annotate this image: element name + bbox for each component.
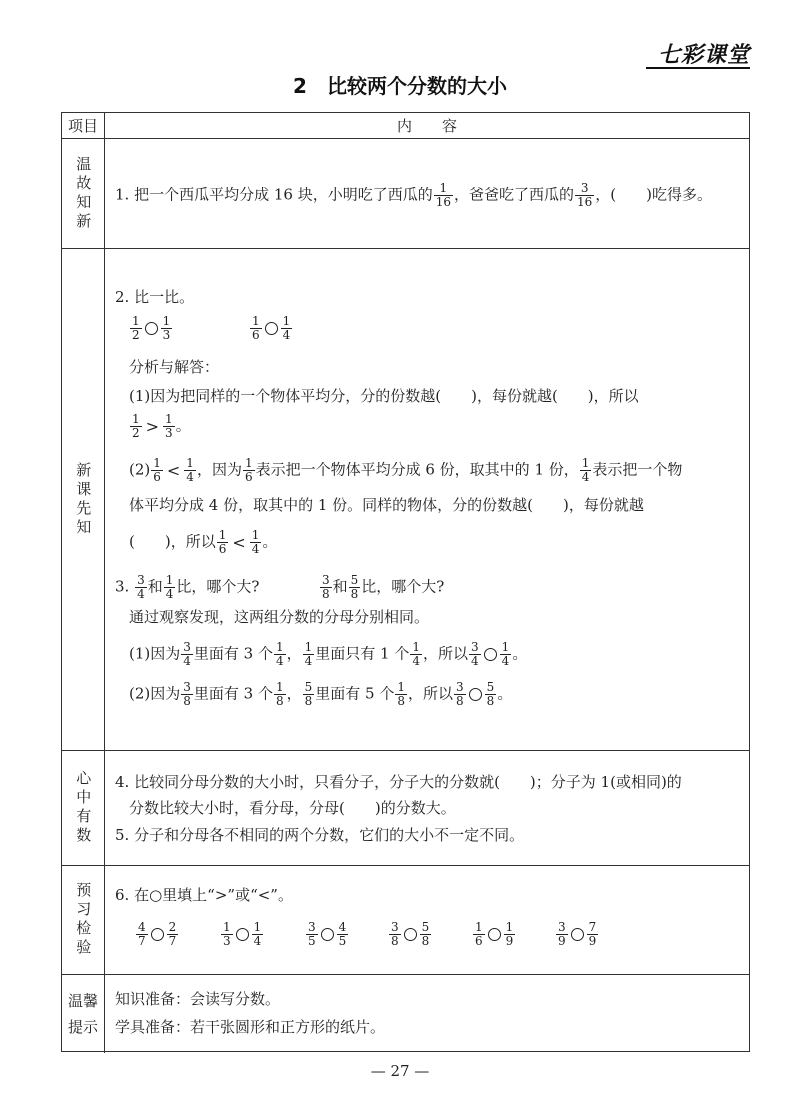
denominator: 3 (165, 426, 173, 440)
fraction (395, 681, 407, 708)
denominator: 2 (132, 426, 140, 440)
denominator: 8 (322, 587, 330, 601)
denominator: 8 (275, 694, 284, 708)
numerator: 1 (581, 456, 590, 470)
numerator: 5 (486, 680, 495, 694)
fraction (163, 413, 175, 440)
tips-line-2: 学具准备：若干张圆形和正方形的纸片。 (115, 1018, 386, 1036)
denominator: 5 (338, 934, 347, 948)
denominator: 4 (137, 587, 145, 601)
observation: 通过观察发现，这两组分数的分母分别相同。 (129, 608, 430, 626)
numerator: 3 (322, 573, 330, 587)
answer-circle[interactable] (265, 322, 278, 335)
fraction (337, 921, 349, 948)
denominator: 4 (304, 654, 313, 668)
numerator: 3 (183, 640, 191, 654)
compare-pair (129, 315, 173, 342)
denominator: 9 (558, 934, 566, 948)
denominator: 4 (471, 654, 479, 668)
numerator: 4 (138, 920, 146, 934)
question-6: 6. 在○里填上“>”或“<”。 (115, 886, 293, 904)
compare-pair (135, 921, 179, 948)
answer-circle[interactable] (236, 928, 249, 941)
fraction (587, 921, 599, 948)
numerator: 5 (350, 573, 359, 587)
section-new (62, 249, 749, 751)
fraction (349, 574, 361, 601)
fraction (184, 457, 196, 484)
numerator: 4 (338, 920, 347, 934)
denominator: 8 (421, 934, 430, 948)
numerator: 1 (244, 456, 253, 470)
fraction (320, 574, 332, 601)
answer-circle[interactable] (484, 648, 497, 661)
brand-logo (650, 38, 750, 68)
fraction (181, 681, 193, 708)
question-4-line-1: 4. 比较同分母分数的大小时，只看分子，分子大的分数就( )；分子为 1(或相同)的 (115, 773, 682, 791)
fraction (243, 457, 255, 484)
denominator: 3 (223, 934, 231, 948)
fraction (556, 921, 568, 948)
question-3-b: $\frac{3}{8}$ 和 $\frac{5}{8}$ 比，哪个大? (322, 573, 445, 601)
fraction (161, 315, 173, 342)
fraction (250, 529, 262, 556)
fraction (217, 529, 229, 556)
denominator: 4 (186, 470, 194, 484)
numerator: 3 (391, 920, 399, 934)
numerator: 1 (397, 680, 406, 694)
denominator: 5 (308, 934, 316, 948)
fraction (575, 182, 594, 209)
fraction (434, 182, 453, 209)
numerator: 1 (304, 640, 313, 654)
denominator: 6 (244, 470, 253, 484)
brand-text: 七彩课堂 (657, 43, 750, 68)
fraction (250, 315, 262, 342)
question-5: 5. 分子和分母各不相同的两个分数，它们的大小不一定不同。 (115, 826, 525, 844)
denominator: 4 (251, 542, 260, 556)
denominator: 8 (350, 587, 359, 601)
numerator: 1 (439, 181, 448, 195)
numerator: 1 (275, 680, 284, 694)
analysis-1-result: $\frac{1}{2}$ > $\frac{1}{3}$ 。 (132, 412, 191, 440)
section-tips (62, 975, 749, 1053)
worksheet-table (61, 112, 750, 1052)
fraction (151, 457, 163, 484)
fraction (252, 921, 264, 948)
fraction (281, 315, 293, 342)
answer-circle[interactable] (321, 928, 334, 941)
analysis-2: (2) $\frac{1}{6}$ < $\frac{1}{4}$ ，因为 $\frac{1}{6}$ 表示把一个物体平均分成 6 份，取其中的 1 份， $\frac{1}{4}$ 表示把一个物 (129, 456, 683, 484)
numerator: 1 (165, 412, 173, 426)
numerator: 3 (183, 680, 191, 694)
fraction (303, 681, 315, 708)
numerator: 2 (168, 920, 177, 934)
denominator: 3 (162, 328, 171, 342)
numerator: 3 (456, 680, 464, 694)
denominator: 7 (138, 934, 146, 948)
page-title: 2 比较两个分数的大小 (293, 74, 507, 98)
answer-circle[interactable] (145, 322, 158, 335)
section-label-tips: 温馨提示 (67, 992, 98, 1036)
numerator: 1 (505, 920, 514, 934)
denominator: 16 (577, 195, 593, 209)
numerator: 5 (421, 920, 430, 934)
numerator: 3 (308, 920, 316, 934)
compare-pair (249, 315, 293, 342)
numerator: 1 (153, 456, 161, 470)
denominator: 4 (183, 654, 191, 668)
denominator: 2 (132, 328, 140, 342)
fraction (454, 681, 466, 708)
denominator: 6 (252, 328, 260, 342)
denominator: 7 (168, 934, 177, 948)
numerator: 1 (501, 640, 510, 654)
fraction (221, 921, 233, 948)
compare-pair (220, 921, 264, 948)
numerator: 1 (475, 920, 483, 934)
numerator: 1 (251, 528, 260, 542)
fraction (485, 681, 497, 708)
denominator: 4 (282, 328, 291, 342)
answer-circle[interactable] (469, 688, 482, 701)
numerator: 3 (471, 640, 479, 654)
header-item-label: 项目 (67, 116, 98, 135)
numerator: 3 (137, 573, 145, 587)
denominator: 8 (183, 694, 191, 708)
denominator: 9 (505, 934, 514, 948)
section-label-check: 预习检验 (74, 882, 93, 958)
answer-circle[interactable] (404, 928, 417, 941)
denominator: 6 (218, 542, 227, 556)
header-content-label: 内 容 (396, 116, 457, 135)
denominator: 4 (275, 654, 284, 668)
numerator: 1 (132, 314, 140, 328)
numerator: 3 (580, 181, 589, 195)
section-check (62, 866, 749, 975)
section-label-review: 温故知新 (74, 155, 93, 232)
fraction (303, 641, 315, 668)
denominator: 8 (391, 934, 399, 948)
q3-step-2: (2)因为 $\frac{3}{8}$ 里面有 3 个 $\frac{1}{8}$ ， $\frac{5}{8}$ 里面有 5 个 $\frac{1}{8}$ ，所以 $\frac{3}{8}$ $\frac{5}{8}$ 。 (129, 680, 513, 708)
fraction (473, 921, 485, 948)
denominator: 8 (486, 694, 495, 708)
numerator: 1 (165, 573, 174, 587)
page-number: — 27 — (370, 1062, 430, 1080)
tips-line-1: 知识准备：会读写分数。 (115, 990, 281, 1008)
section-mind (62, 751, 749, 866)
denominator: 4 (412, 654, 421, 668)
fraction (135, 574, 147, 601)
numerator: 1 (252, 314, 260, 328)
denominator: 6 (153, 470, 161, 484)
answer-circle[interactable] (151, 928, 164, 941)
compare-pair (305, 921, 349, 948)
compare-pair (472, 921, 516, 948)
fraction (580, 457, 592, 484)
numerator: 1 (253, 920, 262, 934)
analysis-2-cont: 体平均分成 4 份，取其中的 1 份。同样的物体，分的份数越( )，每份就越 (129, 496, 644, 514)
numerator: 1 (186, 456, 194, 470)
denominator: 8 (397, 694, 406, 708)
fraction (167, 921, 179, 948)
fraction (389, 921, 401, 948)
section-label-new: 新课先知 (74, 461, 93, 538)
denominator: 8 (304, 694, 313, 708)
fraction (469, 641, 481, 668)
analysis-heading: 分析与解答： (129, 358, 220, 376)
analysis-1: (1)因为把同样的一个物体平均分，分的份数越( )，每份就越( )，所以 (129, 387, 639, 405)
fraction (410, 641, 422, 668)
section-review (62, 139, 749, 249)
fraction (504, 921, 516, 948)
denominator: 4 (501, 654, 510, 668)
denominator: 8 (456, 694, 464, 708)
numerator: 5 (304, 680, 313, 694)
fraction (274, 681, 286, 708)
fraction (420, 921, 432, 948)
question-1: 1. 把一个西瓜平均分成 16 块，小明吃了西瓜的 $\frac{1}{16}$ ，爸爸吃了西瓜的 $\frac{3}{16}$ ，( )吃得多。 (115, 181, 713, 209)
q3-step-1: (1)因为 $\frac{3}{4}$ 里面有 3 个 $\frac{1}{4}$ ， $\frac{1}{4}$ 里面只有 1 个 $\frac{1}{4}$ ，所以 $\frac{3}{4}$ $\frac{1}{4}$ 。 (129, 640, 528, 668)
question-2-intro: 2. 比一比。 (115, 288, 195, 306)
answer-circle[interactable] (488, 928, 501, 941)
answer-circle[interactable] (571, 928, 584, 941)
numerator: 1 (282, 314, 291, 328)
compare-pair (388, 921, 432, 948)
denominator: 4 (165, 587, 174, 601)
fraction (130, 315, 142, 342)
numerator: 1 (132, 412, 140, 426)
denominator: 9 (588, 934, 597, 948)
question-3: 3. $\frac{3}{4}$ 和 $\frac{1}{4}$ 比，哪个大? (115, 573, 260, 601)
fraction (164, 574, 176, 601)
numerator: 7 (588, 920, 597, 934)
numerator: 3 (558, 920, 566, 934)
numerator: 1 (412, 640, 421, 654)
denominator: 16 (435, 195, 451, 209)
denominator: 6 (475, 934, 483, 948)
fraction (181, 641, 193, 668)
fraction (136, 921, 148, 948)
section-label-mind: 心中有数 (74, 770, 93, 846)
compare-pair (555, 921, 599, 948)
question-4-line-2: 分数比较大小时，看分母，分母( )的分数大。 (129, 799, 456, 817)
denominator: 4 (581, 470, 590, 484)
numerator: 1 (162, 314, 171, 328)
header-row (62, 113, 749, 139)
fraction (500, 641, 512, 668)
fraction (130, 413, 142, 440)
numerator: 1 (218, 528, 227, 542)
fraction (306, 921, 318, 948)
brand-underline (646, 67, 750, 69)
analysis-2-result: ( )，所以 $\frac{1}{6}$ < $\frac{1}{4}$ 。 (129, 528, 278, 556)
numerator: 1 (275, 640, 284, 654)
numerator: 1 (223, 920, 231, 934)
fraction (274, 641, 286, 668)
denominator: 4 (253, 934, 262, 948)
